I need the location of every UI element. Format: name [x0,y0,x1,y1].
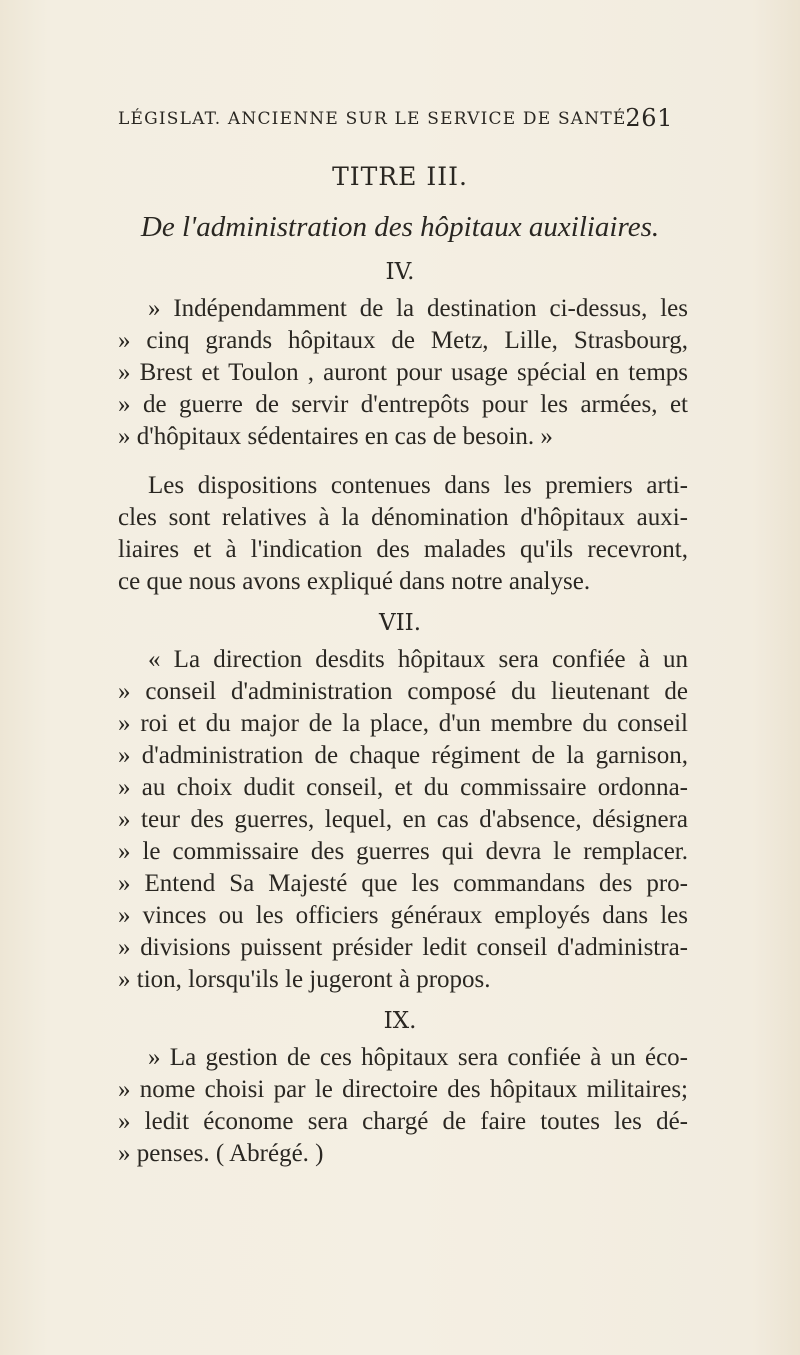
running-head-title: LÉGISLAT. ANCIENNE SUR LE SERVICE DE SANTÉ. [118,109,634,129]
text-line: cles sont relatives à la dénomination d'hôpitaux auxi- [118,504,688,531]
text-line: » roi et du major de la place, d'un membre du conseil [118,710,688,737]
article-iv-text [118,293,688,453]
running-head [118,103,673,134]
text-line: » vinces ou les officiers généraux employés dans les [118,902,688,929]
article-number-vii: VII. [378,610,422,636]
text-line: » le commissaire des guerres qui devra le remplacer. [118,838,688,865]
text-line: » de guerre de servir d'entrepôts pour les armées, et [118,391,688,418]
article-vii-text [118,644,688,996]
text-line: » penses. ( Abrégé. ) [118,1140,324,1167]
commentary-paragraph [118,470,688,598]
page-number: 261 [625,104,673,132]
text-line: ce que nous avons expliqué dans notre analyse. [118,568,591,595]
text-line: » conseil d'administration composé du lieutenant de [118,678,688,705]
text-line: » d'administration de chaque régiment de la garnison, [118,742,688,769]
text-line: » nome choisi par le directoire des hôpitaux militaires; [118,1076,688,1103]
text-line: » Entend Sa Majesté que les commandans des pro- [118,870,688,897]
text-line: » divisions puissent présider ledit conseil d'administra- [118,934,688,961]
article-number-ix: IX. [383,1008,417,1034]
text-line: » Indépendamment de la destination ci-dessus, les [148,295,688,322]
text-line: Les dispositions contenues dans les premiers arti- [148,472,688,499]
text-line: liaires et à l'indication des malades qu'ils recevront, [118,536,688,563]
section-subtitle: De l'administration des hôpitaux auxiliaires. [140,211,660,243]
text-line: » teur des guerres, lequel, en cas d'absence, désignera [118,806,688,833]
text-line: » au choix dudit conseil, et du commissaire ordonna- [118,774,688,801]
text-line: » tion, lorsqu'ils le jugeront à propos. [118,966,491,993]
text-line: » cinq grands hôpitaux de Metz, Lille, Strasbourg, [118,327,688,354]
text-line: » d'hôpitaux sédentaires en cas de besoin. » [118,423,553,450]
text-line: » Brest et Toulon , auront pour usage spécial en temps [118,359,688,386]
article-number-iv: IV. [385,259,415,285]
section-title: TITRE III. [332,162,468,191]
article-ix-text [118,1042,688,1170]
text-line: » La gestion de ces hôpitaux sera confiée à un éco- [148,1044,688,1071]
text-line: « La direction desdits hôpitaux sera confiée à un [148,646,688,673]
text-line: » ledit économe sera chargé de faire toutes les dé- [118,1108,688,1135]
